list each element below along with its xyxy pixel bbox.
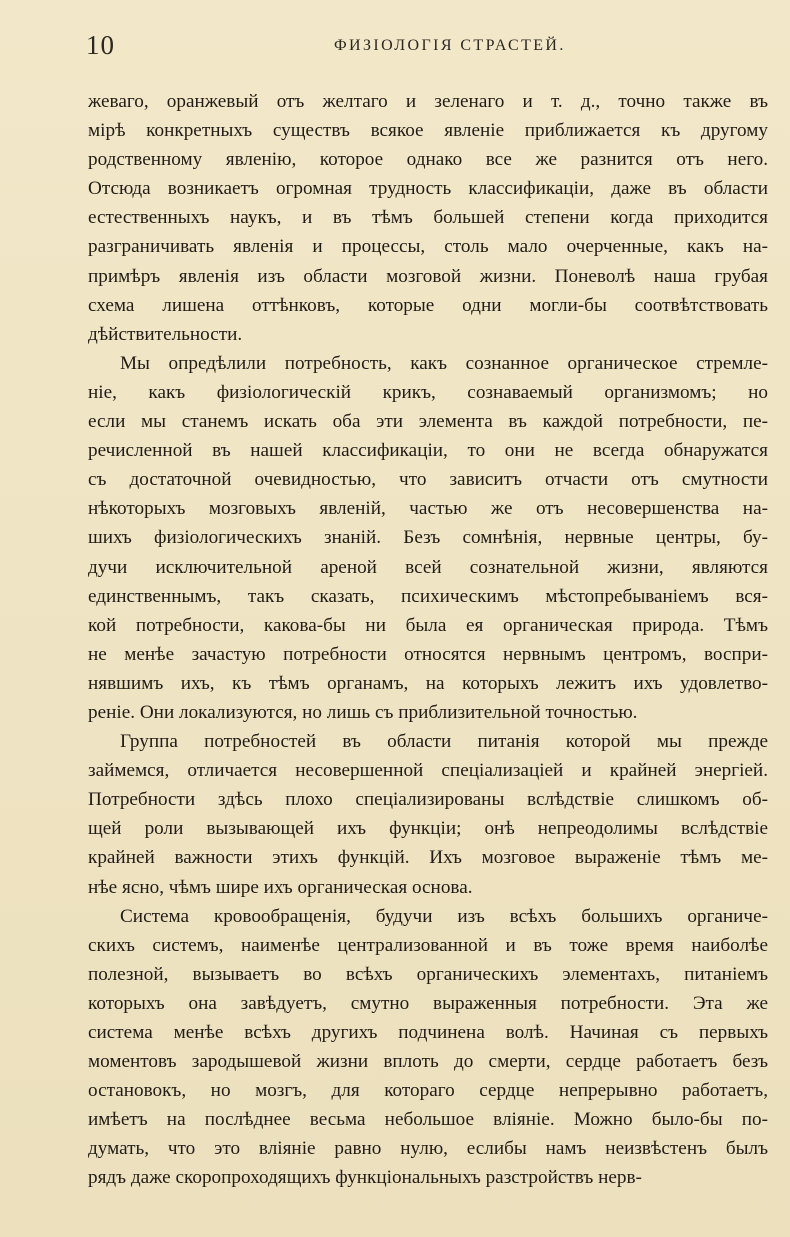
page-header [86,30,770,60]
text-line: которыхъ она завѣдуетъ, смутно выраженныя потребности. Эта же [88,992,768,1014]
text-line: реніе. Они локализуются, но лишь съ приблизительной точностью. [88,701,638,723]
text-line: жеваго, оранжевый отъ желтаго и зеленаго и т. д., точно также въ [88,91,768,112]
text-line: полезной, вызываетъ во всѣхъ органическихъ элементахъ, питаніемъ [88,963,768,985]
text-line: Система кровообращенія, будучи изъ всѣхъ большихъ органиче- [120,905,768,927]
paragraph [88,87,768,349]
text-line: Потребности здѣсь плохо спеціализированы вслѣдствіе слишкомъ об- [88,789,768,811]
text-line: нѣе ясно, чѣмъ шире ихъ органическая основа. [88,876,473,898]
text-line: крайней важности этихъ функцій. Ихъ мозговое выраженіе тѣмъ ме- [88,847,768,869]
text-line: остановокъ, но мозгъ, для котораго сердце непрерывно работаетъ, [88,1080,768,1102]
text-line: Мы опредѣлили потребность, какъ сознанное органическое стремле- [120,352,768,374]
body-text [88,87,768,1193]
text-line: речисленной въ нашей классификаціи, то они не всегда обнаружатся [88,440,768,462]
text-line: родственному явленію, которое однако все же разнится отъ него. [88,149,768,171]
text-line: скихъ системъ, наименѣе централизованной и въ тоже время наиболѣе [88,934,768,956]
text-line: кой потребности, какова-бы ни была ея органическая природа. Тѣмъ [88,614,768,636]
running-title: ФИЗІОЛОГІЯ СТРАСТЕЙ. [334,37,566,54]
text-line: дѣйствительности. [88,323,243,345]
text-line: система менѣе всѣхъ другихъ подчинена волѣ. Начиная съ первыхъ [88,1022,768,1043]
page-number: 10 [86,30,115,60]
text-line: примѣръ явленія изъ области мозговой жизни. Поневолѣ наша грубая [88,265,768,287]
text-line: единственнымъ, такъ сказать, психическимъ мѣстопребываніемъ вся- [88,585,768,607]
text-line: займемся, отличается несовершенной спеціализаціей и крайней энергіей. [88,760,768,782]
paragraph [88,902,768,1193]
text-line: нявшимъ ихъ, къ тѣмъ органамъ, на которыхъ лежитъ ихъ удовлетво- [88,672,768,694]
text-line: нѣкоторыхъ мозговыхъ явленій, частью же отъ несовершенства на- [88,498,768,520]
text-line: ніе, какъ физіологическій крикъ, сознаваемый организмомъ; но [88,381,768,403]
text-line: не менѣе зачастую потребности относятся нервнымъ центромъ, воспри- [88,643,768,665]
text-line: думать, что это вліяніе равно нулю, еслибы намъ неизвѣстенъ былъ [88,1138,768,1160]
text-line: шихъ физіологическихъ знаній. Безъ сомнѣнія, нервные центры, бу- [88,527,768,549]
paragraph [88,349,768,727]
text-line: естественныхъ наукъ, и въ тѣмъ большей степени когда приходится [88,207,768,229]
text-line: моментовъ зародышевой жизни вплоть до смерти, сердце работаетъ безъ [88,1051,768,1073]
text-line: дучи исключительной ареной всей сознательной жизни, являются [88,556,768,578]
paragraph [88,727,768,902]
text-line: Группа потребностей въ области питанія которой мы прежде [120,731,768,753]
text-line: разграничивать явленія и процессы, столь мало очерченные, какъ на- [88,236,768,258]
text-line: съ достаточной очевидностью, что зависитъ отчасти отъ смутности [88,469,768,491]
text-line: рядъ даже скоропроходящихъ функціональныхъ разстройствъ нерв- [88,1167,642,1189]
text-line: мірѣ конкретныхъ существъ всякое явленіе приближается къ другому [88,120,768,142]
text-line: имѣетъ на послѣднее весьма небольшое вліяніе. Можно было-бы по- [88,1109,768,1131]
text-line: Отсюда возникаетъ огромная трудность классификаціи, даже въ области [88,178,768,200]
text-line: щей роли вызывающей ихъ функціи; онѣ непреодолимы вслѣдствіе [88,818,768,840]
text-line: схема лишена оттѣнковъ, которые одни могли-бы соотвѣтствовать [88,294,768,316]
text-line: если мы станемъ искать оба эти элемента въ каждой потребности, пе- [88,411,768,433]
